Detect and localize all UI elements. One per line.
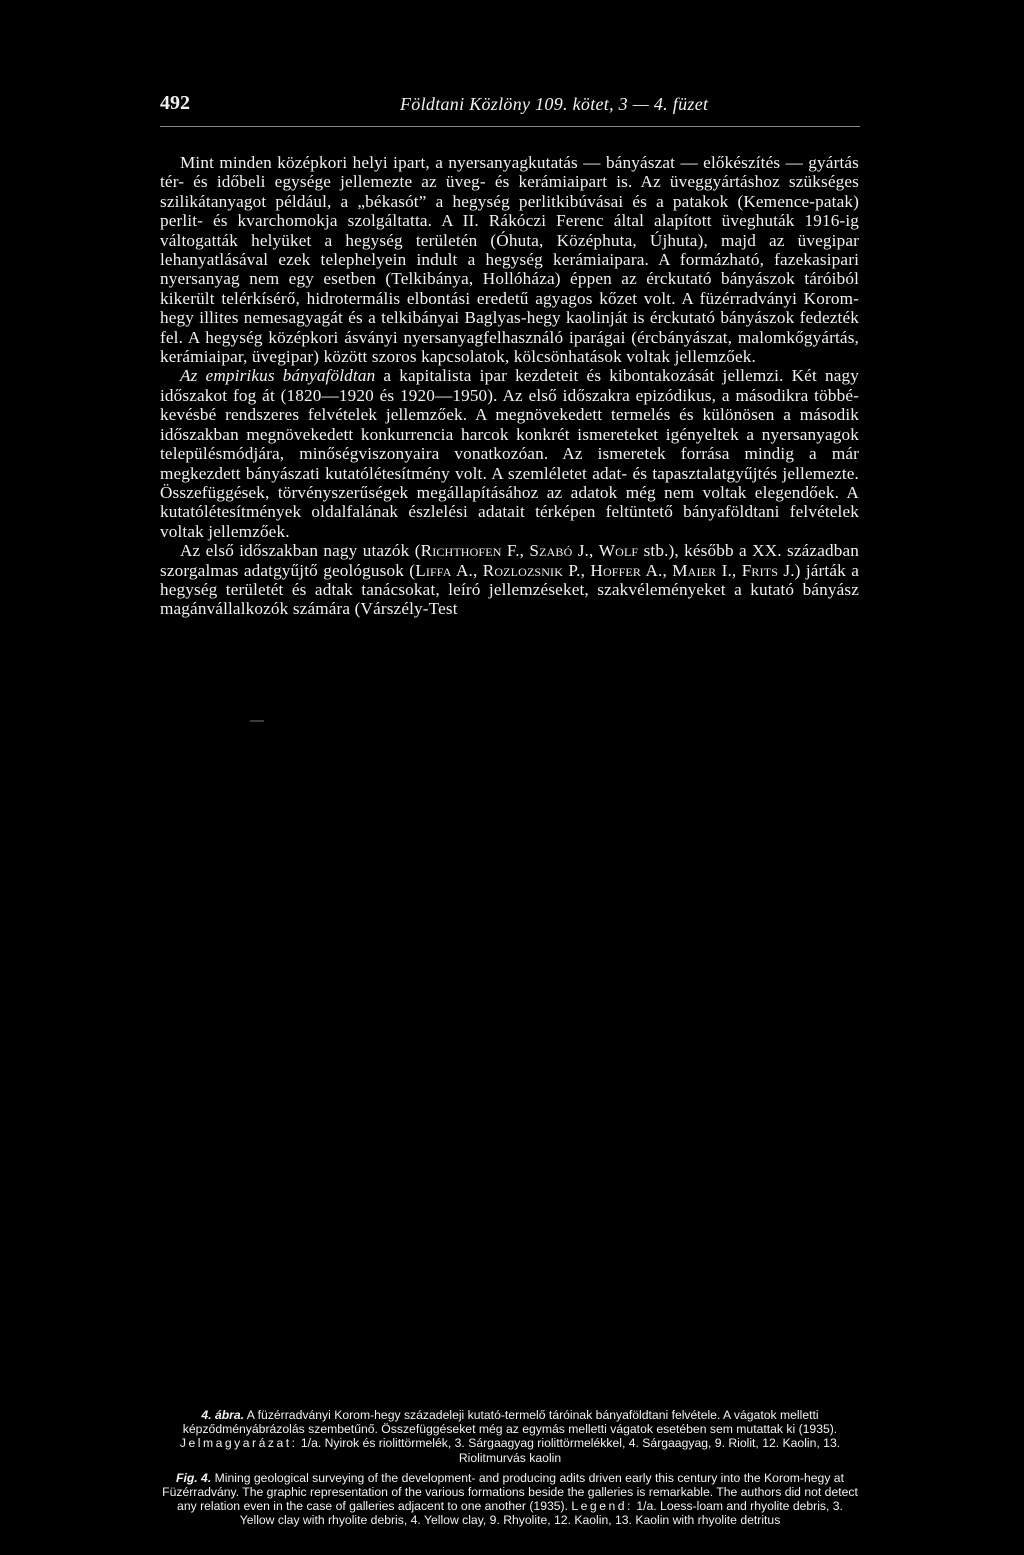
paragraph-2-emphasis: Az empirikus bányaföldtan (180, 366, 376, 386)
caption-en-legend: 1/a. Loess-loam and rhyolite debris, 3. Yellow clay with rhyolite debris, 4. Yellow clay, 9. Rhyolite, 12. Kaolin, 13. Kaolin with rhyolite detritus (239, 1499, 843, 1528)
paragraph-3 (160, 541, 859, 619)
caption-hu-label: 4. ábra. (201, 1408, 245, 1422)
author-name: Liffa (415, 560, 452, 580)
caption-hu-legend: 1/a. Nyirok és riolittörmelék, 3. Sárgaagyag riolittörmelékkel, 4. Sárgaagyag, 9. Riolit, 12. Kaolin, 13. Riolitmurvás kaolin (297, 1436, 841, 1465)
caption-english (160, 1471, 860, 1528)
author-name: Wolf (598, 541, 639, 561)
caption-hu-legend-word: Jelmagyarázat: (179, 1436, 298, 1451)
figure-area (160, 690, 860, 1390)
paragraph-2-text: a kapitalista ipar kezdeteit és kibontakozását jellemzi. Két nagy időszakot fog át (1820—1920 és 1920—1950). Az első időszakra epizódikus, a másodikra többé-kevésbé rendszeres felvételek jellemzőek. A megnövekedett termelés és különösen a második időszakban megnövekedett konkurrencia harcok konkrét ismereteket igényeltek a nyersanyagok településmódjára, minőségviszonyaira vonatkozóan. Az ismeretek forrása mindig a már megkezdett bányászati kutatólétesítmény volt. A szemléletet adat- és tapasztalatgyűjtés jellemezte. Összefüggések, törvényszerűségek megállapításához az adatok még nem voltak elegendőek. A kutatólétesítmények oldalfalának észlelési adatait térképen feltüntető bányaföldtani felvételek voltak jellemzőek. (160, 366, 859, 541)
caption-en-label: Fig. 4. (176, 1470, 212, 1485)
author-name: Rozlozsnik (482, 560, 564, 580)
page-number: 492 (160, 92, 190, 114)
paragraph-3-text: stb.), később a XX. században szorgalmas adatgyűjtő geológusok ( (160, 541, 859, 580)
author-name: Szabó (529, 541, 573, 561)
author-name: Hoffer (590, 560, 642, 580)
paragraph-3-text: J.) járták a hegység területét és adtak tanácsokat, leíró jellemzéseket, szakvéleményeket a kutató bányász magánvállalkozók számára (Várszély-Test (160, 560, 859, 619)
paragraph-3-text: F., (501, 541, 530, 561)
figure-caption (160, 1408, 860, 1528)
paragraph-3-text: A., (451, 560, 483, 580)
author-name: Maier (672, 560, 717, 580)
body-text (160, 153, 859, 619)
author-name: Richthofen (420, 541, 502, 561)
paragraph-2 (160, 366, 859, 541)
caption-hu-text: A füzérradványi Korom-hegy századeleji kutató-termelő táróinak bányaföldtani felvétele. A vágatok melletti képződményábrázolás szembetűnő. Összefüggéseket még az egymás melletti vágatok esetében sem mutattak ki (1935). (182, 1408, 838, 1437)
page-header (160, 92, 860, 122)
header-rule (160, 126, 860, 127)
caption-en-text: Mining geological surveying of the development- and producing adits driven early this century into the Korom-hegy at Füzérradvány. The graphic representation of the various formations beside the galleries is remarkable. The authors did not detect any relation even in the case of galleries adjacent to one another (1935). (162, 1470, 858, 1514)
author-name: Frits (741, 560, 779, 580)
caption-en-legend-word: Legend: (571, 1499, 633, 1514)
paragraph-3-text: Az első időszakban nagy utazók ( (180, 541, 421, 561)
paragraph-3-text: P., (563, 560, 591, 580)
paragraph-3-text: J., (572, 541, 599, 561)
caption-hungarian (160, 1408, 860, 1465)
paragraph-3-text: A., (641, 560, 673, 580)
running-title: Földtani Közlöny 109. kötet, 3 — 4. füzet (400, 94, 709, 114)
paragraph-3-text: I., (716, 560, 742, 580)
figure-speck (250, 720, 264, 722)
paragraph-1: Mint minden középkori helyi ipart, a nyersanyagkutatás — bányászat — előkészítés — gyártás tér- és időbeli egysége jellemezte az üveg- és kerámiaipart is. Az üveggyártáshoz szükséges szilikátanyagot például, a „békasót” a hegység perlitkibúvásai és a patakok (Kemence-patak) perlit- és kvarchomokja szolgáltatta. A II. Rákóczi Ferenc által alapított üveghuták 1916-ig váltogatták helyüket a hegység területén (Óhuta, Középhuta, Újhuta), majd az üvegipar lehanyatlásával ezek telephelyein indult a hegység kerámiaipara. A formázható, fazekasipari nyersanyag nem egy esetben (Telkibánya, Hollóháza) éppen az érckutató bányászok táróiból kikerült telérkísérő, hidrotermális elbontási eredetű agyagos kőzet volt. A füzérradványi Korom-hegy illites nemesagyagát és a telkibányai Baglyas-hegy kaolinját is érckutató bányászok fedezték fel. A hegység középkori ásványi nyersanyagfelhasználó iparágai (ércbányászat, malomkőgyártás, kerámiaipar, üvegipar) között szoros kapcsolatok, kölcsönhatások voltak jellemzőek. (160, 153, 859, 367)
